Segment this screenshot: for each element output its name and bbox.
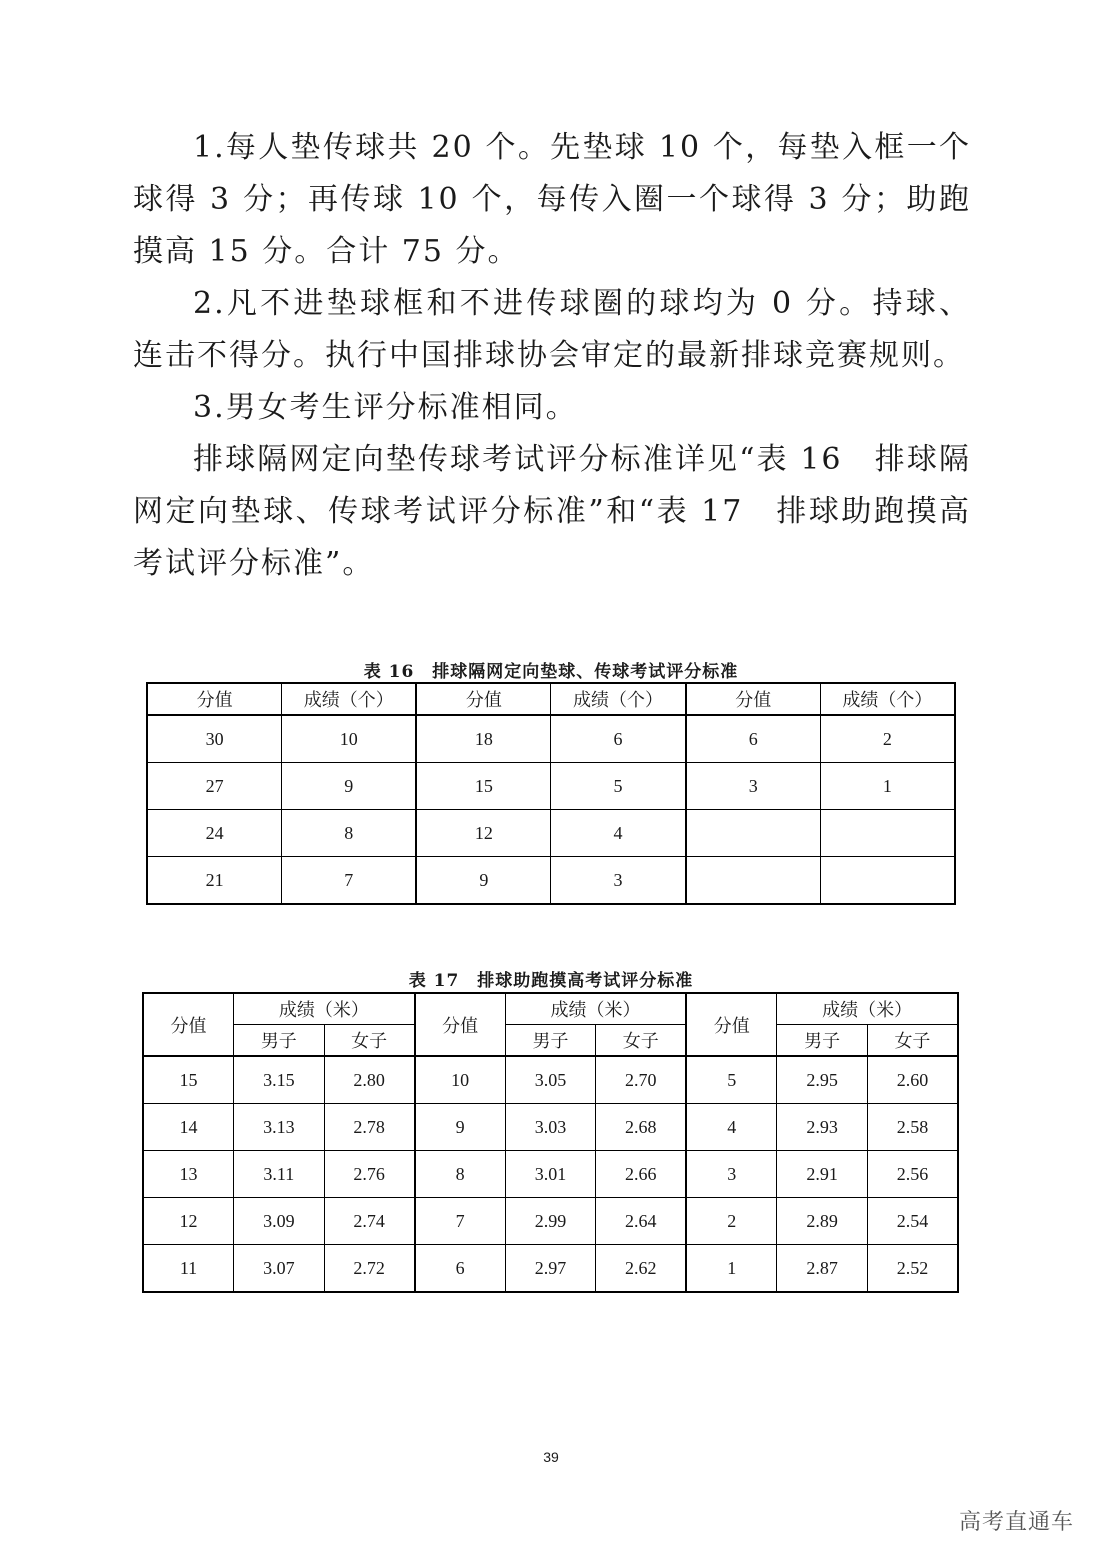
table-row xyxy=(143,1104,958,1151)
table17-cell: 3.13 xyxy=(234,1104,325,1151)
table17-caption: 表 17 排球助跑摸高考试评分标准 xyxy=(408,971,694,991)
table-row xyxy=(143,1151,958,1198)
table16-cell xyxy=(686,857,821,905)
table16-cell xyxy=(820,857,955,905)
table17-cell: 2.52 xyxy=(867,1245,958,1293)
table17-cell: 14 xyxy=(143,1104,234,1151)
table17-cell: 15 xyxy=(143,1056,234,1104)
table16-header: 分值 xyxy=(147,683,282,715)
table16-cell: 24 xyxy=(147,810,282,857)
table17-score-header: 分值 xyxy=(686,993,777,1056)
table16-caption: 表 16 排球隔网定向垫球、传球考试评分标准 xyxy=(363,662,739,682)
table16-cell: 6 xyxy=(551,715,686,763)
watermark: 高考直通车 xyxy=(958,1510,1074,1535)
table17-cell: 3.07 xyxy=(234,1245,325,1293)
table17-cell: 2.78 xyxy=(324,1104,415,1151)
table16-cell: 1 xyxy=(820,763,955,810)
table17-cell: 2.99 xyxy=(505,1198,596,1245)
table17-cell: 2.54 xyxy=(867,1198,958,1245)
table16-cell: 9 xyxy=(282,763,417,810)
table17-cell: 1 xyxy=(686,1245,777,1293)
table-row xyxy=(143,1245,958,1293)
table16-cell: 18 xyxy=(416,715,551,763)
table17-cell: 2.91 xyxy=(777,1151,868,1198)
page-number: 39 xyxy=(543,1449,559,1465)
table17-result-header: 成绩（米） xyxy=(234,993,415,1025)
table16-cell: 6 xyxy=(686,715,821,763)
table17-cell: 11 xyxy=(143,1245,234,1293)
table16-header: 分值 xyxy=(416,683,551,715)
table16-cell xyxy=(820,810,955,857)
table16-cell xyxy=(686,810,821,857)
table16-cell: 5 xyxy=(551,763,686,810)
table17-cell: 2.74 xyxy=(324,1198,415,1245)
table17-cell: 9 xyxy=(415,1104,506,1151)
table16-cell: 3 xyxy=(551,857,686,905)
table17-cell: 4 xyxy=(686,1104,777,1151)
table-row xyxy=(147,810,955,857)
table17-cell: 2.80 xyxy=(324,1056,415,1104)
table16-cell: 15 xyxy=(416,763,551,810)
table17-cell: 2.72 xyxy=(324,1245,415,1293)
table17-cell: 3.11 xyxy=(234,1151,325,1198)
table17-cell: 3.15 xyxy=(234,1056,325,1104)
table16-header: 成绩（个） xyxy=(282,683,417,715)
table16-cell: 10 xyxy=(282,715,417,763)
table17-cell: 12 xyxy=(143,1198,234,1245)
table16-cell: 21 xyxy=(147,857,282,905)
table-row xyxy=(147,763,955,810)
table17-cell: 6 xyxy=(415,1245,506,1293)
table16 xyxy=(146,682,956,905)
table17-cell: 2.87 xyxy=(777,1245,868,1293)
table17-cell: 3.03 xyxy=(505,1104,596,1151)
table17-female-header: 女子 xyxy=(596,1025,687,1057)
table-row xyxy=(143,1198,958,1245)
table17-cell: 2.62 xyxy=(596,1245,687,1293)
table17 xyxy=(142,992,959,1293)
table-row xyxy=(147,715,955,763)
table17-cell: 2.68 xyxy=(596,1104,687,1151)
table17-cell: 2.97 xyxy=(505,1245,596,1293)
table17-score-header: 分值 xyxy=(415,993,506,1056)
table16-header: 成绩（个） xyxy=(551,683,686,715)
table17-male-header: 男子 xyxy=(234,1025,325,1057)
table-row xyxy=(147,857,955,905)
table17-cell: 8 xyxy=(415,1151,506,1198)
table17-cell: 2.76 xyxy=(324,1151,415,1198)
paragraph-3: 3.男女考生评分标准相同。 xyxy=(193,390,578,425)
table17-cell: 2.56 xyxy=(867,1151,958,1198)
table17-cell: 2 xyxy=(686,1198,777,1245)
table16-cell: 9 xyxy=(416,857,551,905)
table16-cell: 7 xyxy=(282,857,417,905)
table16-cell: 2 xyxy=(820,715,955,763)
table17-male-header: 男子 xyxy=(777,1025,868,1057)
table17-cell: 2.58 xyxy=(867,1104,958,1151)
paragraph-1: 1.每人垫传球共 20 个。先垫球 10 个，每垫入框一个球得 3 分；再传球 10 个，每传入圈一个球得 3 分；助跑摸高 15 分。合计 75 分。 xyxy=(133,130,971,269)
table17-cell: 2.64 xyxy=(596,1198,687,1245)
table17-result-header: 成绩（米） xyxy=(777,993,958,1025)
table17-score-header: 分值 xyxy=(143,993,234,1056)
table17-cell: 3.05 xyxy=(505,1056,596,1104)
paragraph-4: 排球隔网定向垫传球考试评分标准详见“表 16 排球隔网定向垫球、传球考试评分标准”和“表 17 排球助跑摸高考试评分标准”。 xyxy=(133,442,971,581)
table17-female-header: 女子 xyxy=(324,1025,415,1057)
table16-cell: 8 xyxy=(282,810,417,857)
table17-result-header: 成绩（米） xyxy=(505,993,686,1025)
table17-cell: 7 xyxy=(415,1198,506,1245)
table17-cell: 2.93 xyxy=(777,1104,868,1151)
table16-cell: 30 xyxy=(147,715,282,763)
table17-cell: 2.66 xyxy=(596,1151,687,1198)
table17-cell: 2.95 xyxy=(777,1056,868,1104)
table16-header: 分值 xyxy=(686,683,821,715)
table16-cell: 27 xyxy=(147,763,282,810)
table16-header: 成绩（个） xyxy=(820,683,955,715)
table16-cell: 12 xyxy=(416,810,551,857)
table16-cell: 3 xyxy=(686,763,821,810)
paragraph-2: 2.凡不进垫球框和不进传球圈的球均为 0 分。持球、连击不得分。执行中国排球协会审定的最新排球竞赛规则。 xyxy=(133,286,971,373)
table17-male-header: 男子 xyxy=(505,1025,596,1057)
table17-cell: 3 xyxy=(686,1151,777,1198)
table16-cell: 4 xyxy=(551,810,686,857)
table17-cell: 13 xyxy=(143,1151,234,1198)
table17-cell: 10 xyxy=(415,1056,506,1104)
table17-cell: 5 xyxy=(686,1056,777,1104)
table17-cell: 3.01 xyxy=(505,1151,596,1198)
table17-cell: 2.60 xyxy=(867,1056,958,1104)
table17-cell: 3.09 xyxy=(234,1198,325,1245)
table-row xyxy=(143,1056,958,1104)
table17-female-header: 女子 xyxy=(867,1025,958,1057)
table17-cell: 2.70 xyxy=(596,1056,687,1104)
table17-cell: 2.89 xyxy=(777,1198,868,1245)
